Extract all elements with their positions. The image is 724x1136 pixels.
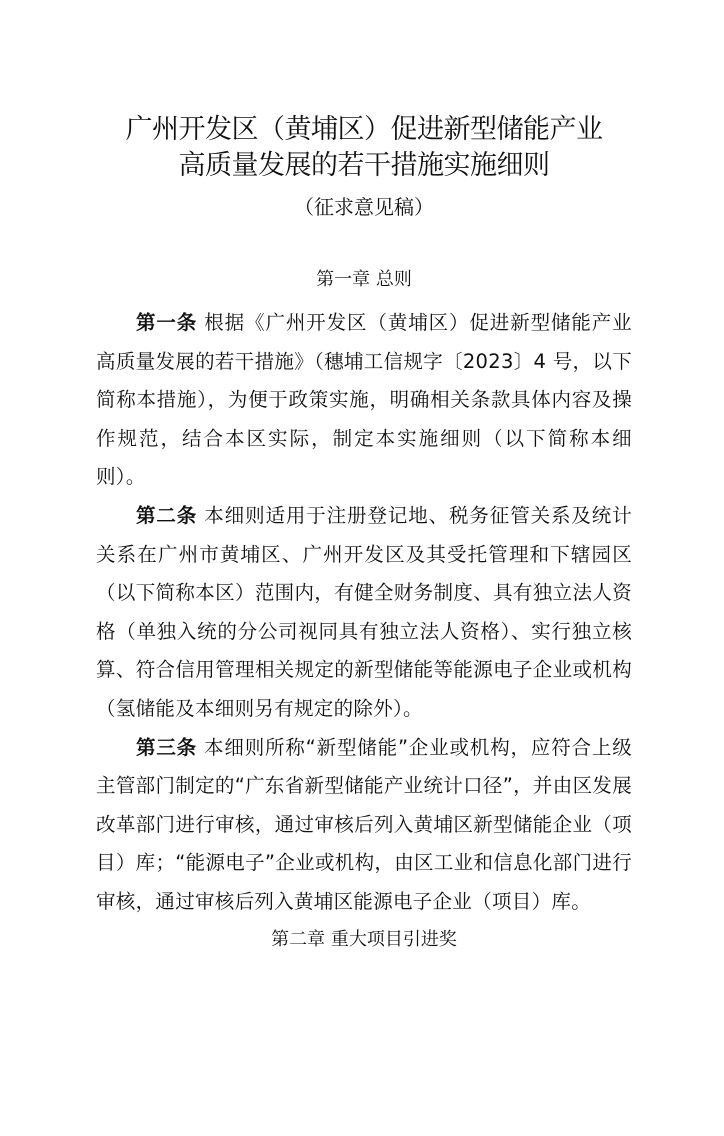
article-3-label: 第三条 (136, 735, 197, 759)
document-body (96, 304, 632, 922)
article-2-label: 第二条 (136, 503, 198, 527)
title-line-2: 高质量发展的若干措施实施细则 (178, 150, 550, 181)
chapter-2-heading: 第二章 重大项目引进奖 (271, 928, 457, 950)
article-1-label: 第一条 (136, 311, 198, 334)
article-1-text: 根据《广州开发区（黄埔区）促进新型储能产业高质量发展的若干措施》（穗埔工信规字〔2023〕4 号，以下简称本措施），为便于政策实施，明确相关条款具体内容及操作规范，结合本区实际，制定本实施细则（以下简称本细则）。 (96, 311, 632, 489)
article-1 (96, 304, 632, 497)
document-page (0, 112, 724, 1136)
article-3-text: 本细则所称“新型储能”企业或机构，应符合上级主管部门制定的“广东省新型储能产业统计口径”，并由区发展改革部门进行审核，通过审核后列入黄埔区新型储能企业（项目）库；“能源电子”企业或机构，由区工业和信息化部门进行审核，通过审核后列入黄埔区能源电子企业（项目）库。 (96, 735, 632, 913)
title-line-1: 广州开发区（黄埔区）促进新型储能产业 (125, 114, 603, 145)
chapter-1-heading: 第一章 总则 (316, 269, 412, 290)
document-subtitle: （征求意见稿） (294, 195, 434, 219)
article-3 (96, 729, 632, 922)
article-2 (96, 497, 632, 729)
document-title (96, 112, 632, 184)
article-2-text: 本细则适用于注册登记地、税务征管关系及统计关系在广州市黄埔区、广州开发区及其受托管理和下辖园区（以下简称本区）范围内，有健全财务制度、具有独立法人资格（单独入统的分公司视同具有独立法人资格）、实行独立核算、符合信用管理相关规定的新型储能等能源电子企业或机构（氢储能及本细则另有规定的除外）。 (96, 503, 632, 720)
